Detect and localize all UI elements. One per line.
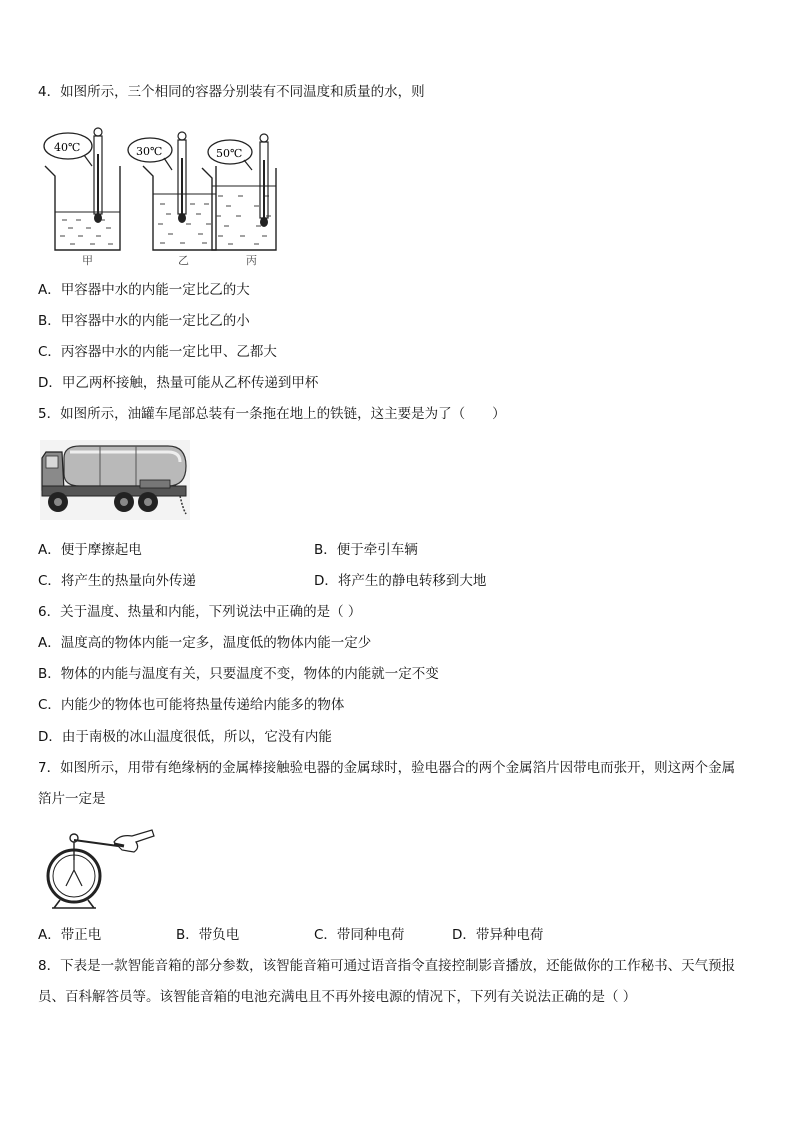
- q8-stem-line2: 员、百科解答员等。该智能音箱的电池充满电且不再外接电源的情况下，下列有关说法正确的是（ ）: [38, 989, 637, 1005]
- q6-option-c: C．内能少的物体也可能将热量传递给内能多的物体: [38, 697, 345, 713]
- temp-label-jia: 40℃: [54, 141, 81, 154]
- q5-stem: 5．如图所示，油罐车尾部总装有一条拖在地上的铁链，这主要是为了（ ）: [38, 406, 506, 422]
- q8-stem-line1: 8．下表是一款智能音箱的部分参数，该智能音箱可通过语音指令直接控制影音播放，还能做你的工作秘书、天气预报: [38, 958, 736, 974]
- q4-beakers-figure: [40, 124, 280, 266]
- beaker-label-bing: 丙: [246, 254, 257, 266]
- q4-option-c: C．丙容器中水的内能一定比甲、乙都大: [38, 344, 277, 360]
- q4-option-b: B．甲容器中水的内能一定比乙的小: [38, 313, 250, 329]
- q7-option-d: D．带异种电荷: [452, 927, 544, 943]
- q7-option-a: A．带正电: [38, 927, 102, 943]
- q4-option-d: D．甲乙两杯接触，热量可能从乙杯传递到甲杯: [38, 375, 319, 391]
- q6-option-a: A．温度高的物体内能一定多，温度低的物体内能一定少: [38, 635, 372, 651]
- q5-tanker-truck-figure: [40, 440, 190, 520]
- q7-option-c: C．带同种电荷: [314, 927, 405, 943]
- q7-electroscope-figure: [40, 820, 160, 912]
- q6-option-b: B．物体的内能与温度有关，只要温度不变，物体的内能就一定不变: [38, 666, 439, 682]
- q5-option-d: D．将产生的静电转移到大地: [314, 573, 487, 589]
- q5-option-b: B．便于牵引车辆: [314, 542, 418, 558]
- q6-stem: 6．关于温度、热量和内能，下列说法中正确的是（ ）: [38, 604, 362, 620]
- q6-option-d: D．由于南极的冰山温度很低，所以，它没有内能: [38, 729, 332, 745]
- q5-option-a: A．便于摩擦起电: [38, 542, 142, 558]
- q7-option-b: B．带负电: [176, 927, 240, 943]
- q5-option-c: C．将产生的热量向外传递: [38, 573, 196, 589]
- beaker-label-yi: 乙: [178, 254, 189, 266]
- q7-stem-line2: 箔片一定是: [38, 791, 106, 807]
- temp-label-yi: 30℃: [136, 145, 163, 158]
- beaker-label-jia: 甲: [82, 254, 93, 266]
- q4-option-a: A．甲容器中水的内能一定比乙的大: [38, 282, 250, 298]
- q7-stem-line1: 7．如图所示，用带有绝缘柄的金属棒接触验电器的金属球时，验电器合的两个金属箔片因带电而张开，则这两个金属: [38, 760, 736, 776]
- temp-label-bing: 50℃: [216, 147, 243, 160]
- q4-stem: 4．如图所示，三个相同的容器分别装有不同温度和质量的水，则: [38, 84, 425, 100]
